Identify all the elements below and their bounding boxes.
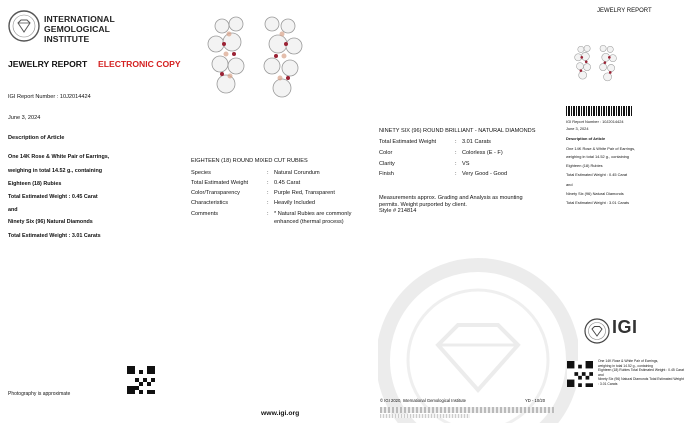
card-bottom-line: weighing in total 14.52 g., containing (598, 363, 653, 368)
card-bottom-line: : 3.01 Carats (598, 381, 618, 386)
card-earrings-photo (572, 44, 620, 84)
description-line: One 14K Rose & White Pair of Earrings, (8, 154, 110, 160)
note-line: permits. Weight purported by client. (379, 201, 467, 208)
card-report-date: June 3, 2024 (566, 126, 589, 131)
description-line: and (8, 207, 18, 213)
style-number: Style # 214814 (379, 208, 417, 215)
igi-seal-logo (8, 10, 40, 42)
barcode (566, 106, 632, 116)
report-title: JEWELRY REPORT (8, 59, 88, 69)
card-description-line: Total Estimated Weight : 3.01 Carats (566, 200, 630, 205)
spec-label: Color (379, 150, 393, 156)
card-description-line: Total Estimated Weight : 0.45 Carat (566, 172, 628, 177)
measurement-note (379, 195, 564, 215)
earrings-photo (202, 14, 310, 104)
website-link[interactable]: www.igi.org (261, 410, 300, 417)
card-description-line: and (566, 182, 573, 187)
spec-label: Comments (191, 211, 219, 217)
spec-value: enhanced (thermal process) (274, 218, 344, 225)
description-line: Ninety Six (96) Natural Diamonds (8, 219, 93, 225)
photography-note: Photography is approximate (8, 391, 71, 397)
spec-label: Clarity (379, 161, 395, 167)
qr-code[interactable] (127, 366, 155, 394)
report-date: June 3, 2024 (8, 115, 41, 121)
report-number: IGI Report Number : 10J2014424 (8, 94, 91, 100)
spec-value: Natural Corundum (274, 170, 320, 176)
spec-value: 0.45 Carat (274, 180, 301, 186)
electronic-copy-label: ELECTRONIC COPY (98, 59, 181, 69)
spec-label: Total Estimated Weight (379, 139, 437, 145)
copyright-text: © IGI 2020, International Gemological Institute (380, 398, 466, 403)
card-description-line: One 14K Rose & White Pair of Earrings, (566, 146, 636, 151)
spec-value: VS (462, 161, 470, 167)
description-line: Eighteen (18) Rubies (8, 181, 62, 187)
card-description-line: Ninety Six (96) Natural Diamonds (566, 191, 624, 196)
security-strip (380, 407, 555, 413)
card-report-number: IGI Report Number : 10J2014424 (566, 119, 624, 124)
spec-value: Purple Red, Transparent (274, 190, 335, 196)
org-name-line: GEMOLOGICAL (44, 24, 111, 34)
card-bottom-line: Eighteen (18) Rubies Total Estimated Weight : 0.45 Carat (598, 368, 685, 372)
spec-value: Heavily Included (274, 200, 316, 206)
spec-label: Finish (379, 171, 394, 177)
spec-value: Colorless (E - F) (462, 150, 503, 156)
spec-label: Species (191, 170, 211, 176)
card-report-title: JEWELRY REPORT (597, 8, 652, 14)
card-bottom-line: One 14K Rose & White Pair of Earrings, (598, 359, 659, 363)
security-strip (380, 414, 470, 418)
igi-logo-text: IGI (612, 317, 638, 337)
card-qr-code[interactable] (567, 361, 593, 387)
igi-card-seal-logo (584, 318, 610, 344)
card-description-title: Description of Article (566, 136, 606, 141)
spec-label: Color/Transparency (191, 190, 240, 196)
spec-value: * Natural Rubies are commonly (274, 211, 352, 217)
org-name-line: INSTITUTE (44, 34, 90, 44)
description-line: Total Estimated Weight : 0.45 Carat (8, 194, 98, 200)
spec-value: Very Good - Good (462, 171, 508, 177)
diamonds-heading: NINETY SIX (96) ROUND BRILLIANT - NATURAL DIAMONDS (379, 128, 536, 134)
description-line: weighing in total 14.52 g., containing (8, 168, 103, 174)
org-name-line: INTERNATIONAL (44, 14, 115, 24)
description-title: Description of Article (8, 135, 65, 141)
organization-name (44, 14, 115, 44)
card-bottom-line: and (598, 372, 604, 377)
card-description-line: weighing in total 14.52 g., containing (566, 154, 629, 159)
rubies-heading: EIGHTEEN (18) ROUND MIXED CUT RUBIES (191, 158, 308, 164)
spec-label: Characteristics (191, 200, 228, 206)
spec-label: Total Estimated Weight (191, 180, 249, 186)
card-bottom-line: Ninety Six (96) Natural Diamonds Total Estimated Weight (598, 377, 684, 381)
note-line: Measurements approx. Grading and Analysis as mounting (379, 195, 523, 201)
card-description-line: Eighteen (18) Rubies (566, 163, 603, 168)
spec-value: 3.01 Carats (462, 139, 491, 145)
form-code: YD - 10/20 (525, 398, 546, 403)
description-line: Total Estimated Weight : 3.01 Carats (8, 233, 101, 239)
